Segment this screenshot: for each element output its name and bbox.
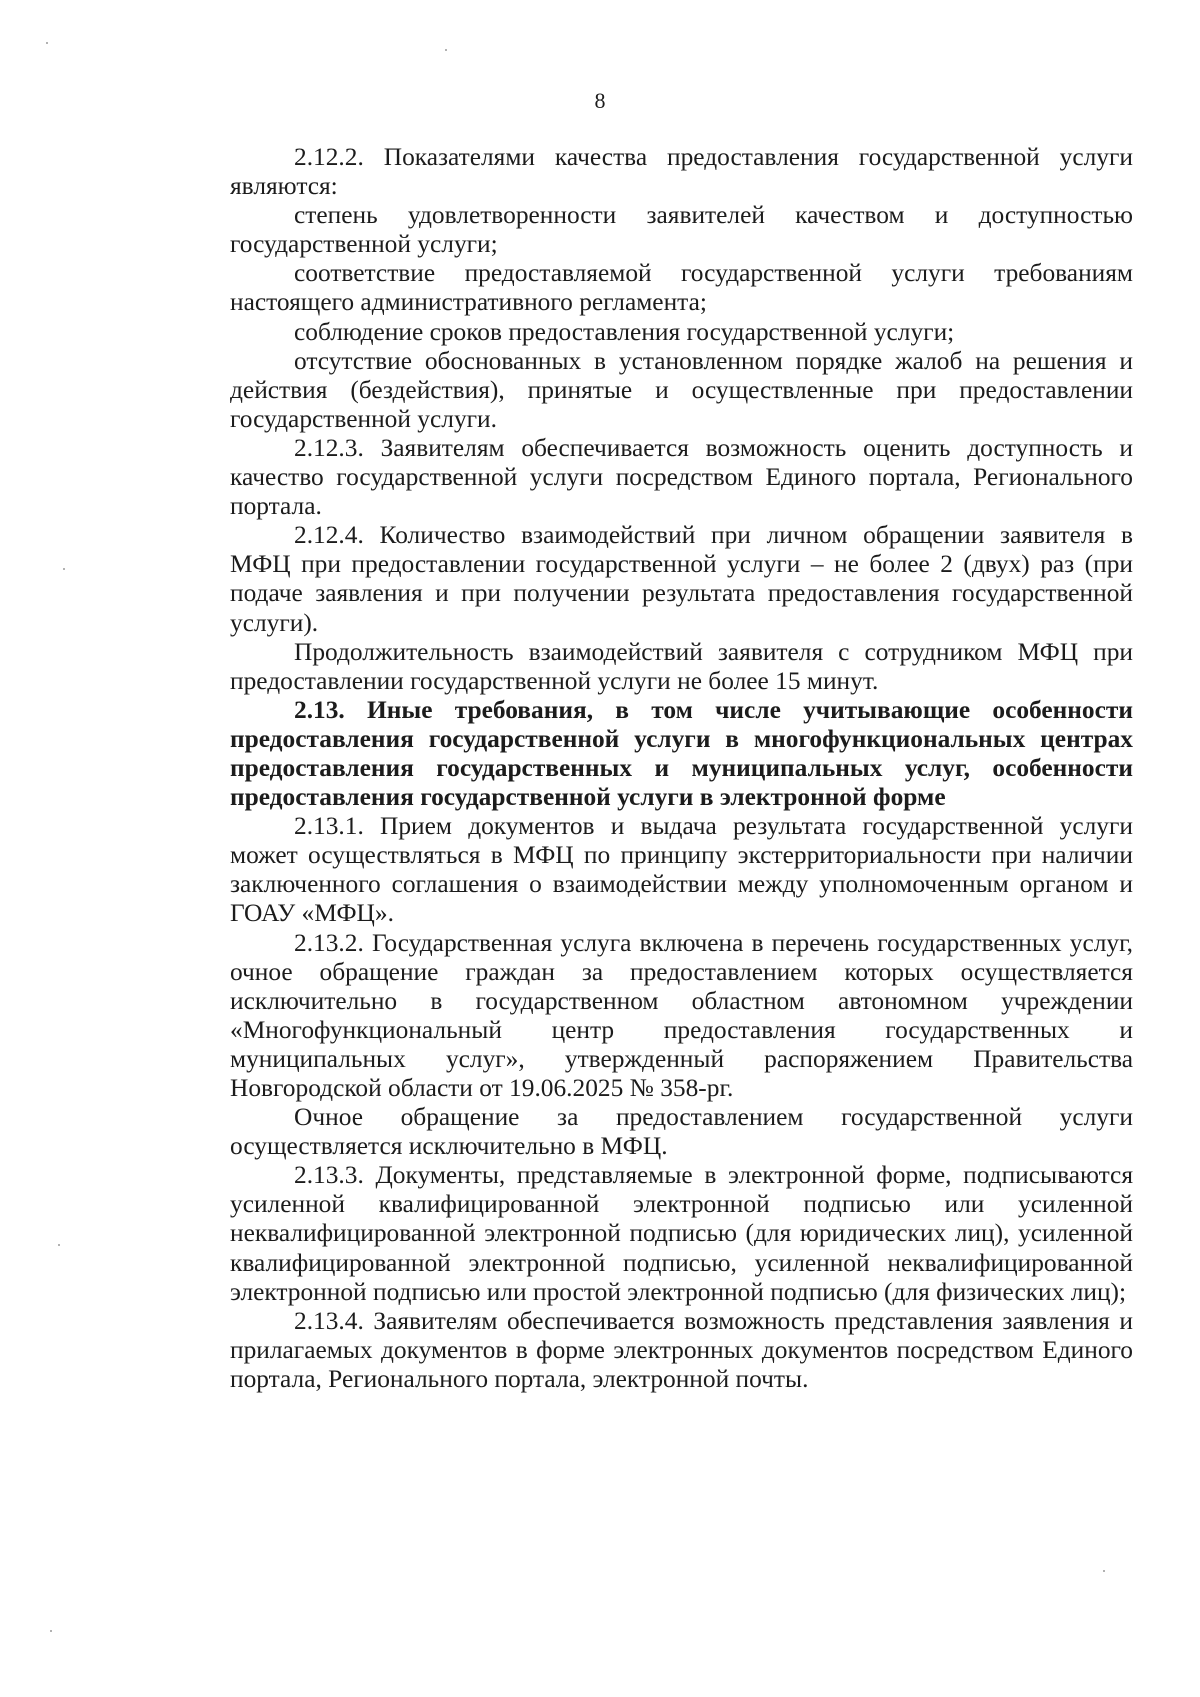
scan-speck [63, 568, 65, 570]
section-heading-2-13: 2.13. Иные требования, в том числе учитывающие особенности предоставления государственной услуги в многофункциональных центрах предоставления государственных и муниципальных услуг, особенности предоставления государственной услуги в электронной форме [230, 695, 1133, 812]
paragraph-2-13-3: 2.13.3. Документы, представляемые в электронной форме, подписываются усиленной квалифицированной электронной подписью или усиленной неквалифицированной электронной подписью (для юридических лиц), усиленной квалифицированной электронной подписью, усиленной неквалифицированной электронной подписью или простой электронной подписью (для физических лиц); [230, 1161, 1133, 1306]
scan-speck [50, 1630, 52, 1632]
paragraph-in-person: Очное обращение за предоставлением государственной услуги осуществляется исключительно в МФЦ. [230, 1103, 1133, 1161]
paragraph-2-12-4: 2.12.4. Количество взаимодействий при личном обращении заявителя в МФЦ при предоставлении государственной услуги – не более 2 (двух) раз (при подаче заявления и при получении результата предоставления государственной услуги). [230, 521, 1133, 637]
paragraph-2-12-3: 2.12.3. Заявителям обеспечивается возможность оценить доступность и качество государственной услуги посредством Единого портала, Регионального портала. [230, 433, 1133, 521]
document-body [230, 143, 1133, 1394]
paragraph-2-13-2: 2.13.2. Государственная услуга включена в перечень государственных услуг, очное обращение граждан за предоставлением которых осуществляется исключительно в государственном областном автономном учреждении «Многофункциональный центр предоставления государственных и муниципальных услуг», утвержденный распоряжением Правительства Новгородской области от 19.06.2025 № 358-рг. [230, 928, 1133, 1102]
scan-speck [1103, 1570, 1105, 1572]
list-item-deadlines: соблюдение сроков предоставления государственной услуги; [294, 317, 955, 346]
list-item-complaints: отсутствие обоснованных в установленном порядке жалоб на решения и действия (бездействия), принятые и осуществленные при предоставлении государственной услуги. [230, 346, 1133, 433]
paragraph-2-13-4: 2.13.4. Заявителям обеспечивается возможность представления заявления и прилагаемых документов в форме электронных документов посредством Единого портала, Регионального портала, электронной почты. [230, 1306, 1133, 1393]
scan-speck [58, 1244, 60, 1246]
paragraph-duration: Продолжительность взаимодействий заявителя с сотрудником МФЦ при предоставлении государственной услуги не более 15 минут. [230, 637, 1133, 695]
scan-speck [445, 49, 447, 51]
paragraph-2-12-2: 2.12.2. Показателями качества предоставления государственной услуги являются: [230, 143, 1133, 201]
scan-speck [46, 42, 48, 44]
page-number: 8 [594, 88, 606, 113]
list-item-satisfaction: степень удовлетворенности заявителей качеством и доступностью государственной услуги; [230, 201, 1133, 259]
list-item-compliance: соответствие предоставляемой государственной услуги требованиям настоящего административного регламента; [230, 259, 1133, 317]
paragraph-2-13-1: 2.13.1. Прием документов и выдача результата государственной услуги может осуществляться в МФЦ по принципу экстерриториальности при наличии заключенного соглашения о взаимодействии между уполномоченным органом и ГОАУ «МФЦ». [230, 812, 1133, 928]
